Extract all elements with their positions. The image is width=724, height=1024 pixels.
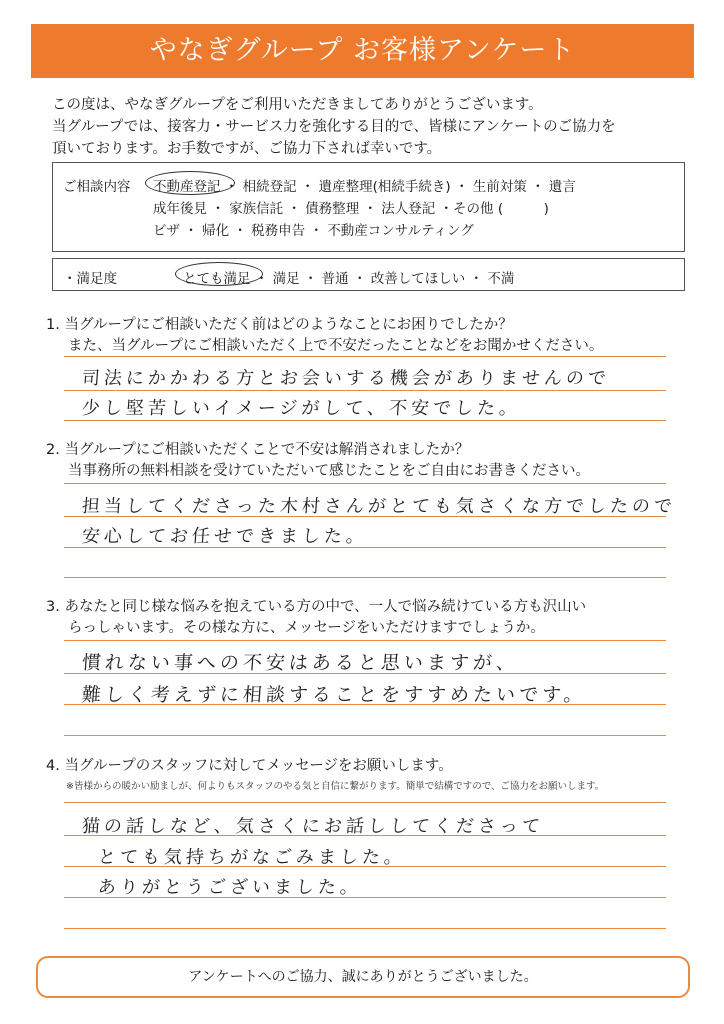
answer-3-line-2: 難しく考えずに相談することをすすめたいです。 bbox=[81, 684, 588, 706]
question-3-text: 3. あなたと同じ様な悩みを抱えている方の中で、一人で悩み続けている方も沢山い bbox=[46, 599, 587, 615]
answer-4-line-3: ありがとうございました。 bbox=[97, 877, 363, 898]
satisfaction-label: ・満足度 bbox=[63, 271, 117, 287]
question-1-sub: また、当グループにご相談いただく上で不安だったことなどをお聞かせください。 bbox=[68, 338, 604, 354]
consultation-options-row-2[interactable]: 成年後見 ・ 家族信託 ・ 債務整理 ・ 法人登記 ・その他 ( ) bbox=[153, 201, 549, 217]
survey-title: やなぎグループ お客様アンケート bbox=[31, 24, 694, 78]
satisfaction-box bbox=[52, 258, 685, 291]
selected-satisfaction-circle bbox=[175, 262, 263, 286]
question-2 bbox=[46, 440, 686, 482]
thank-you-footer: アンケートへのご協力、誠にありがとうございました。 bbox=[36, 956, 690, 998]
intro-text bbox=[52, 94, 692, 160]
question-2-text: 2. 当グループにご相談いただくことで不安は解消されましたか？ bbox=[46, 442, 470, 458]
question-4 bbox=[46, 756, 686, 777]
question-4-text: 4. 当グループのスタッフに対してメッセージをお願いします。 bbox=[46, 758, 453, 774]
answer-2-line-2: 安心してお任せできました。 bbox=[81, 526, 369, 547]
answer-4-line-1: 猫の話しなど、気さくにお話ししてくださって bbox=[81, 816, 545, 837]
answer-1-line-1: 司法にかかわる方とお会いする機会がありませんので bbox=[81, 368, 611, 389]
intro-line-1: この度は、やなぎグループをご利用いただきましてありがとうございます。 bbox=[52, 97, 543, 113]
question-3-sub: らっしゃいます。その様な方に、メッセージをいただけますでしょうか。 bbox=[68, 620, 545, 636]
answer-2-line-1: 担当してくださった木村さんがとても気さくな方でしたので bbox=[81, 496, 677, 517]
answer-line bbox=[64, 356, 666, 357]
answer-line bbox=[64, 640, 666, 641]
consultation-options-row-1[interactable]: 不動産登記 ・ 相続登記 ・ 遺産整理(相続手続き) ・ 生前対策 ・ 遺言 bbox=[153, 179, 576, 195]
answer-1-line-2: 少し堅苦しいイメージがして、不安でした。 bbox=[81, 398, 522, 419]
answer-line bbox=[64, 577, 666, 578]
consultation-label: ご相談内容 bbox=[63, 179, 131, 195]
selected-consultation-circle bbox=[145, 171, 235, 195]
answer-line bbox=[64, 483, 666, 484]
answer-line bbox=[64, 928, 666, 929]
answer-4-line-2: とても気持ちがなごみました。 bbox=[97, 847, 407, 868]
answer-line bbox=[64, 390, 666, 391]
consultation-box bbox=[52, 162, 685, 252]
answer-line bbox=[64, 420, 666, 421]
question-2-sub: 当事務所の無料相談を受けていただいて感じたことをご自由にお書きください。 bbox=[68, 463, 590, 479]
consultation-options-row-3[interactable]: ビザ ・ 帰化 ・ 税務申告 ・ 不動産コンサルティング bbox=[153, 223, 474, 239]
answer-line bbox=[64, 802, 666, 803]
intro-line-3: 頂いております。お手数ですが、ご協力下されば幸いです。 bbox=[52, 141, 442, 157]
intro-line-2: 当グループでは、接客力・サービス力を強化する目的で、皆様にアンケートのご協力を bbox=[52, 119, 616, 135]
answer-3-line-1: 慣れない事への不安はあると思いますが、 bbox=[81, 652, 520, 674]
question-3 bbox=[46, 597, 686, 639]
question-4-note: ※皆様からの暖かい励ましが、何よりもスタッフのやる気と自信に繋がります。簡単で結構ですので、ご協力をお願いします。 bbox=[66, 781, 605, 792]
answer-line bbox=[64, 735, 666, 736]
question-1-text: 1. 当グループにご相談いただく前はどのようなことにお困りでしたか？ bbox=[46, 317, 513, 333]
question-1 bbox=[46, 315, 686, 357]
satisfaction-options[interactable]: とても満足 ・ 満足 ・ 普通 ・ 改善してほしい ・ 不満 bbox=[183, 271, 515, 287]
